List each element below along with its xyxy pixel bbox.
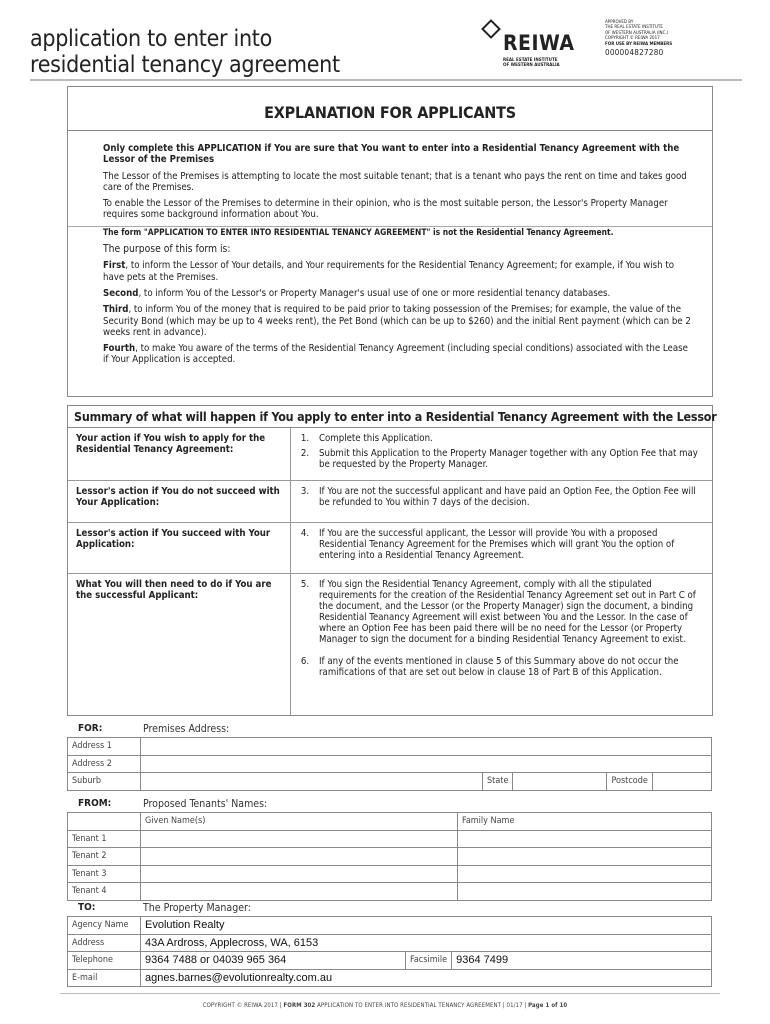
explanation-third: , to inform You of the money that is required to be paid prior to taking possession of the Premises; for example, the value of the Security Bond (which may be up to 4 weeks rent), the Pet Bond (which can be up to $260) and the initial Rent payment (which can be 2 weeks rent in advance). [103, 304, 691, 338]
form-element [68, 755, 712, 773]
form-element [103, 304, 692, 338]
approval-notice [605, 20, 675, 58]
form-element [68, 969, 712, 987]
footer [0, 1002, 770, 1009]
explanation-fourth-k: Fourth [103, 343, 136, 355]
from-title: Proposed Tenants' Names: [143, 798, 268, 810]
summary-rows-1-label: Lessor's action if You do not succeed with Your Application: [68, 481, 291, 522]
explanation-p5: The purpose of this form is: [103, 243, 231, 256]
from-tenants-3: Tenant 4 [68, 883, 141, 901]
tenant2-given-input[interactable] [141, 848, 458, 866]
summary-row [68, 481, 712, 523]
summary-rows-3-items-0-t: If You sign the Residential Tenancy Agreement, comply with all the stipulated requirements for the creation of the Residential Tenancy Agreement set out in Part C of the document, and the Lessor (or the Property Manager) sign the document, a binding Residential Teanancy Agreement will exist between You and the Lessor. In the case of where an Option Fee has been paid there will be no need for the Lessor (or Property Manager to sign the document for a binding Residential Tenancy Agreement to exist. [319, 579, 696, 645]
form-element [68, 226, 712, 238]
to-address-label: Address [68, 934, 141, 952]
header-approved-2: OF WESTERN AUSTRALIA (INC.) [605, 30, 669, 36]
summary-row [68, 428, 712, 481]
explanation-fourth: , to make You aware of the terms of the Residential Tenancy Agreement (including special conditions) associated with the Lease if Your Application is accepted. [103, 343, 688, 366]
form-element [291, 481, 712, 522]
serial-number: 000004827280 [605, 48, 664, 58]
from-tenants-1: Tenant 2 [68, 848, 141, 866]
header-title-line2: residential tenancy agreement [30, 52, 340, 78]
form-element [291, 656, 704, 678]
footer-pre: COPYRIGHT © REIWA 2017 | [202, 1002, 284, 1009]
header-logo-sub2: OF WESTERN AUSTRALIA [503, 63, 560, 68]
form-element [291, 574, 712, 715]
for-title: Premises Address: [143, 723, 230, 735]
to-agency-label: Agency Name [68, 917, 141, 935]
form-element [68, 813, 712, 831]
summary-rows-0-items-1-t: Submit this Application to the Property Manager together with any Option Fee that may be requested by the Property Manager. [319, 448, 698, 470]
explanation-third-k: Third [103, 304, 129, 316]
to-tel-label: Telephone [68, 952, 141, 970]
page-number: Page 1 of 10 [528, 1002, 568, 1009]
form-element [291, 428, 712, 480]
summary-row [68, 574, 712, 715]
summary-rows-0-items-1-n: 2. [300, 448, 310, 459]
tenant1-family-input[interactable] [458, 830, 712, 848]
form-element [68, 952, 712, 970]
header-divider [30, 79, 742, 81]
explanation-second-k: Second [103, 287, 139, 299]
form-element [103, 288, 692, 299]
explanation-box [67, 86, 713, 397]
explanation-first: , to inform the Lessor of Your details, and Your requirements for the Residential Tenancy Agreement; for example, if You wish to have pets at the Premises. [103, 260, 675, 283]
explanation-first-k: First [103, 260, 126, 272]
form-element [68, 917, 712, 935]
tenant2-family-input[interactable] [458, 848, 712, 866]
summary-rows-3-items-1-t: If any of the events mentioned in clause 5 of this Summary above do not occur the ramifications of that are set out below in clause 18 of Part B of this Application. [319, 656, 679, 678]
header-members: FOR USE BY REIWA MEMBERS [605, 41, 673, 47]
form-element [68, 917, 712, 987]
form-element [291, 528, 704, 561]
footer-form: FORM 302 [283, 1002, 316, 1009]
form-element [103, 260, 692, 283]
form-title [30, 26, 340, 78]
from-label: FROM: [78, 798, 112, 809]
form-element [68, 813, 712, 901]
form-element [68, 865, 712, 883]
address1-input[interactable] [141, 738, 712, 756]
to-email-label: E-mail [68, 969, 141, 987]
summary-rows-0-items-0-t: Complete this Application. [319, 433, 433, 444]
tenant4-family-input[interactable] [458, 883, 712, 901]
explanation-title: EXPLANATION FOR APPLICANTS [68, 87, 712, 131]
form-element [68, 934, 712, 952]
summary-rows-3-items-0-n: 5. [300, 579, 310, 590]
summary-rows-3-items-1-n: 6. [300, 656, 310, 667]
agency-address-input[interactable]: 43A Ardross, Applecross, WA, 6153 [141, 934, 712, 952]
to-fax-label: Facsimile [406, 952, 452, 970]
summary-rows-2-items-0-n: 4. [300, 528, 310, 539]
property-manager-table [67, 916, 712, 987]
facsimile-input[interactable]: 9364 7499 [452, 952, 712, 970]
form-element [68, 773, 712, 791]
tenant4-given-input[interactable] [141, 883, 458, 901]
to-title: The Property Manager: [143, 902, 251, 914]
summary-title: Summary of what will happen if You apply to enter into a Residential Tenancy Agreement with the Lessor [68, 406, 712, 428]
header-approved-1: THE REAL ESTATE INSTITUTE [605, 25, 663, 31]
form-element [291, 579, 704, 645]
form-element [68, 848, 712, 866]
form-element [291, 448, 704, 470]
from-tenants-0: Tenant 1 [68, 830, 141, 848]
summary-rows-3-label: What You will then need to do if You are the successful Applicant: [68, 574, 291, 715]
premises-address-table [67, 737, 712, 791]
form-element [103, 143, 692, 166]
summary-box [67, 405, 717, 716]
for-state: State [483, 773, 513, 791]
summary-rows-1-items-0-n: 3. [300, 486, 310, 497]
address2-input[interactable] [141, 755, 712, 773]
for-postcode: Postcode [607, 773, 653, 791]
for-label: FOR: [78, 723, 103, 734]
email-input[interactable]: agnes.barnes@evolutionrealty.com.au [141, 969, 712, 987]
explanation-p3: To enable the Lessor of the Premises to determine in their opinion, who is the most suitable person, the Lessor's Property Manager requires some background information about You. [103, 198, 668, 221]
to-label: TO: [78, 902, 96, 913]
form-element [68, 738, 712, 756]
form-element [68, 738, 712, 791]
for-address2: Address 2 [68, 755, 141, 773]
header-approved-3: COPYRIGHT © REIWA 2017 [605, 36, 660, 42]
form-element [68, 883, 712, 901]
tenants-table [67, 812, 712, 901]
for-address1: Address 1 [68, 738, 141, 756]
form-element [103, 343, 692, 366]
form-element [291, 523, 712, 573]
for-suburb: Suburb [68, 773, 141, 791]
tenant3-given-input[interactable] [141, 865, 458, 883]
tenant3-family-input[interactable] [458, 865, 712, 883]
summary-rows-2-items-0-t: If You are the successful applicant, the Lessor will provide You with a proposed Residential Tenancy Agreement for the Premises which will grant You the option of entering into a Residential Tenancy Agreement. [319, 528, 675, 561]
telephone-input[interactable]: 9364 7488 or 04039 965 364 [141, 952, 406, 970]
explanation-second: , to inform You of the Lessor's or Property Manager's usual use of one or more residential tenancy databases. [138, 287, 611, 299]
summary-rows-0-items-0-n: 1. [300, 433, 310, 444]
header-approved-0: APPROVED BY [605, 20, 634, 25]
form-element [68, 830, 712, 848]
form-element [68, 813, 141, 831]
header-logo-sub1: REAL ESTATE INSTITUTE [503, 58, 558, 63]
explanation-p4: The form "APPLICATION TO ENTER INTO RESIDENTIAL TENANCY AGREEMENT" is not the Residential Tenancy Agreement. [103, 226, 614, 237]
footer-divider [60, 993, 720, 994]
state-input[interactable] [513, 773, 607, 791]
header-logo-text: REIWA [503, 31, 575, 55]
suburb-input[interactable] [141, 773, 483, 791]
footer-mid: APPLICATION TO ENTER INTO RESIDENTIAL TENANCY AGREEMENT | 01/17 | [315, 1002, 529, 1009]
agency-name-input[interactable]: Evolution Realty [141, 917, 712, 935]
from-given: Given Name(s) [141, 813, 458, 831]
summary-rows-2-label: Lessor's action if You succeed with Your Application: [68, 523, 291, 573]
explanation-p2: The Lessor of the Premises is attempting to locate the most suitable tenant; that is a tenant who pays the rent on time and takes good care of the Premises. [103, 170, 687, 193]
diamond-icon [481, 19, 501, 39]
from-tenants-2: Tenant 3 [68, 865, 141, 883]
tenant1-given-input[interactable] [141, 830, 458, 848]
summary-row [68, 523, 712, 574]
explanation-p1: Only complete this APPLICATION if You are sure that You want to enter into a Residential Tenancy Agreement with the Lessor of the Premises [103, 143, 680, 166]
from-family: Family Name [458, 813, 712, 831]
form-element [68, 131, 712, 366]
summary-rows-0-label: Your action if You wish to apply for the Residential Tenancy Agreement: [68, 428, 291, 480]
form-element [503, 58, 573, 68]
form-element [291, 433, 704, 444]
summary-rows-1-items-0-t: If You are not the successful applicant and have paid an Option Fee, the Option Fee will be refunded to You within 7 days of the decision. [319, 486, 696, 508]
form-element [291, 486, 704, 508]
postcode-input[interactable] [653, 773, 712, 791]
header-title-line1: application to enter into [30, 26, 272, 52]
